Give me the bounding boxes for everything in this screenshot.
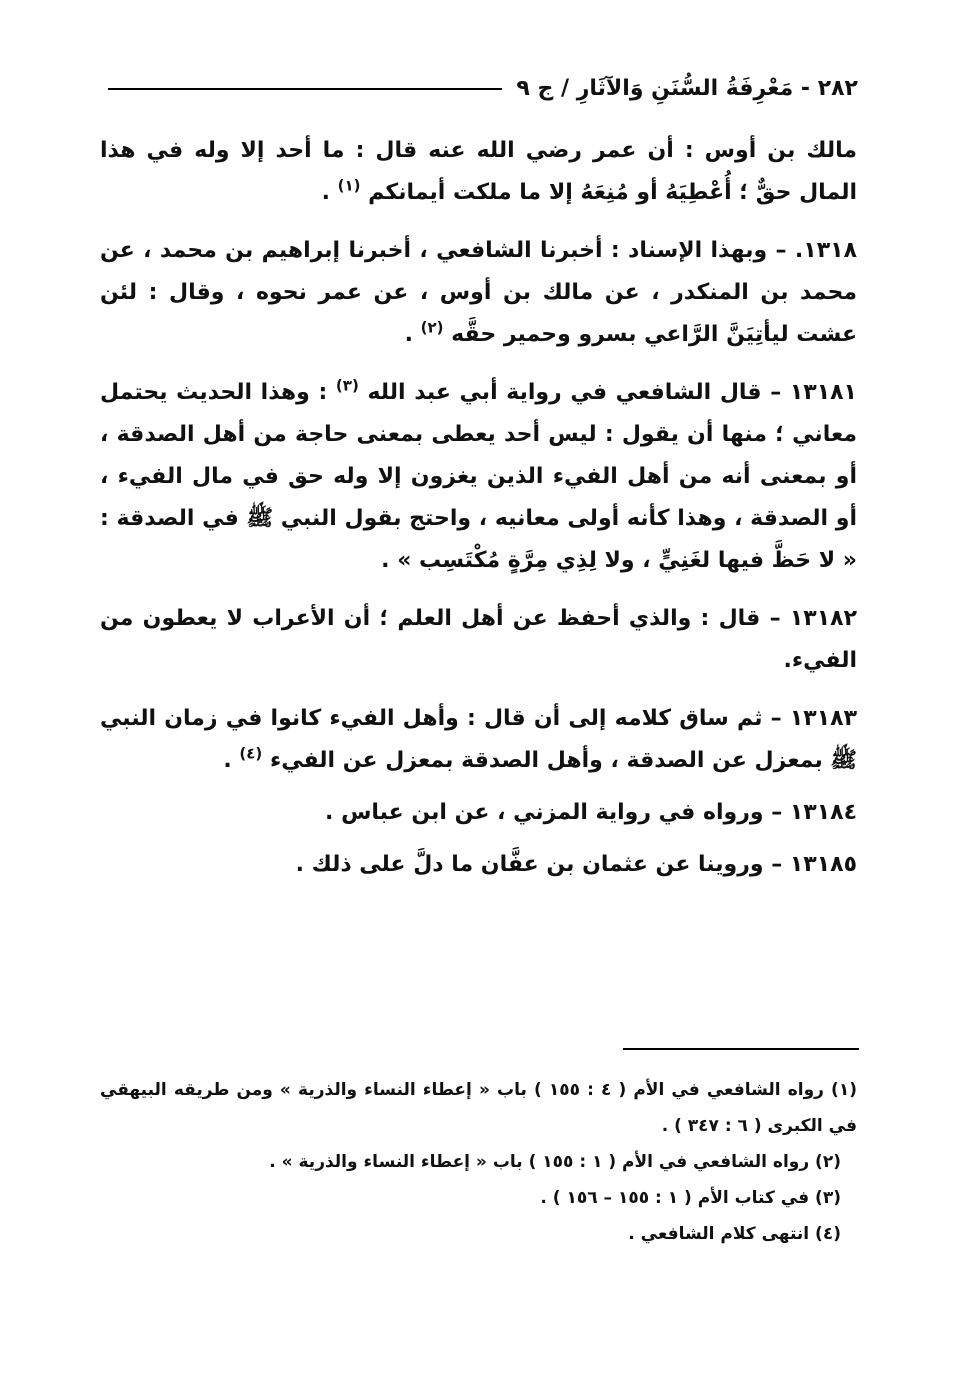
- footnote-3: (٣) في كتاب الأم ( ١ : ١٥٥ – ١٥٦ ) .: [540, 1188, 841, 1208]
- paragraph-13180: ١٣١٨. – وبهذا الإسناد : أخبرنا الشافعي ، أخبرنا إبراهيم بن محمد ، عن محمد بن المنكدر ، عن مالك بن أوس ، عن عمر نحوه ، وقال : لئن عشت ليأتِيَنَّ الرَّاعي بسرو وحمير حقَّه $^{(٢)}$ .: [100, 238, 857, 347]
- footnote-separator: [623, 1048, 859, 1050]
- paragraph-13182: ١٣١٨٢ – قال : والذي أحفظ عن أهل العلم ؛ أن الأعراب لا يعطون من الفيء.: [100, 606, 857, 673]
- header-rule: [108, 88, 502, 90]
- footnote-4: (٤) انتهى كلام الشافعي .: [628, 1224, 841, 1244]
- paragraph-13184: ١٣١٨٤ – ورواه في رواية المزني ، عن ابن عباس .: [325, 800, 857, 825]
- footnote-1: (١) رواه الشافعي في الأم ( ٤ : ١٥٥ ) باب « إعطاء النساء والذرية » ومن طريقه البيهقي في الكبرى ( ٦ : ٣٤٧ ) .: [100, 1080, 857, 1136]
- paragraph-13185: ١٣١٨٥ – وروينا عن عثمان بن عفَّان ما دلَّ على ذلك .: [295, 852, 857, 877]
- running-header: [108, 74, 858, 104]
- footnote-2: (٢) رواه الشافعي في الأم ( ١ : ١٥٥ ) باب « إعطاء النساء والذرية » .: [269, 1152, 841, 1172]
- paragraph-continuation: مالك بن أوس : أن عمر رضي الله عنه قال : ما أحد إلا وله في هذا المال حقٌّ ؛ أُعْطِيَهُ أو مُنِعَهُ إلا ما ملكت أيمانكم $^{(١)}$ .: [100, 138, 857, 205]
- main-text: [100, 130, 857, 902]
- footnote-ref: (٤): [239, 744, 263, 763]
- footnote-ref: (٣): [335, 376, 359, 395]
- paragraph-13183: ١٣١٨٣ – ثم ساق كلامه إلى أن قال : وأهل الفيء كانوا في زمان النبي ﷺ بمعزل عن الصدقة ، وأهل الصدقة بمعزل عن الفيء $^{(٤)}$ .: [100, 706, 857, 773]
- footnote-ref: (١): [337, 176, 361, 195]
- footnotes: [100, 1072, 857, 1252]
- running-head-text: ٢٨٢ - مَعْرِفَةُ السُّنَنِ وَالآثَارِ / ج ٩: [516, 76, 858, 101]
- footnote-ref: (٢): [420, 318, 444, 337]
- paragraph-13181: ١٣١٨١ – قال الشافعي في رواية أبي عبد الله $^{(٣)}$ : وهذا الحديث يحتمل معاني ؛ منها أن يقول : ليس أحد يعطى بمعنى حاجة من أهل الصدقة ، أو بمعنى أنه من أهل الفيء الذين يغزون إلا وله حق في مال الفيء ، أو الصدقة ، وهذا كأنه أولى معانيه ، واحتج بقول النبي ﷺ في الصدقة : « لا حَظَّ فيها لغَنِيٍّ ، ولا لِذِي مِرَّةٍ مُكْتَسِب » .: [100, 376, 857, 573]
